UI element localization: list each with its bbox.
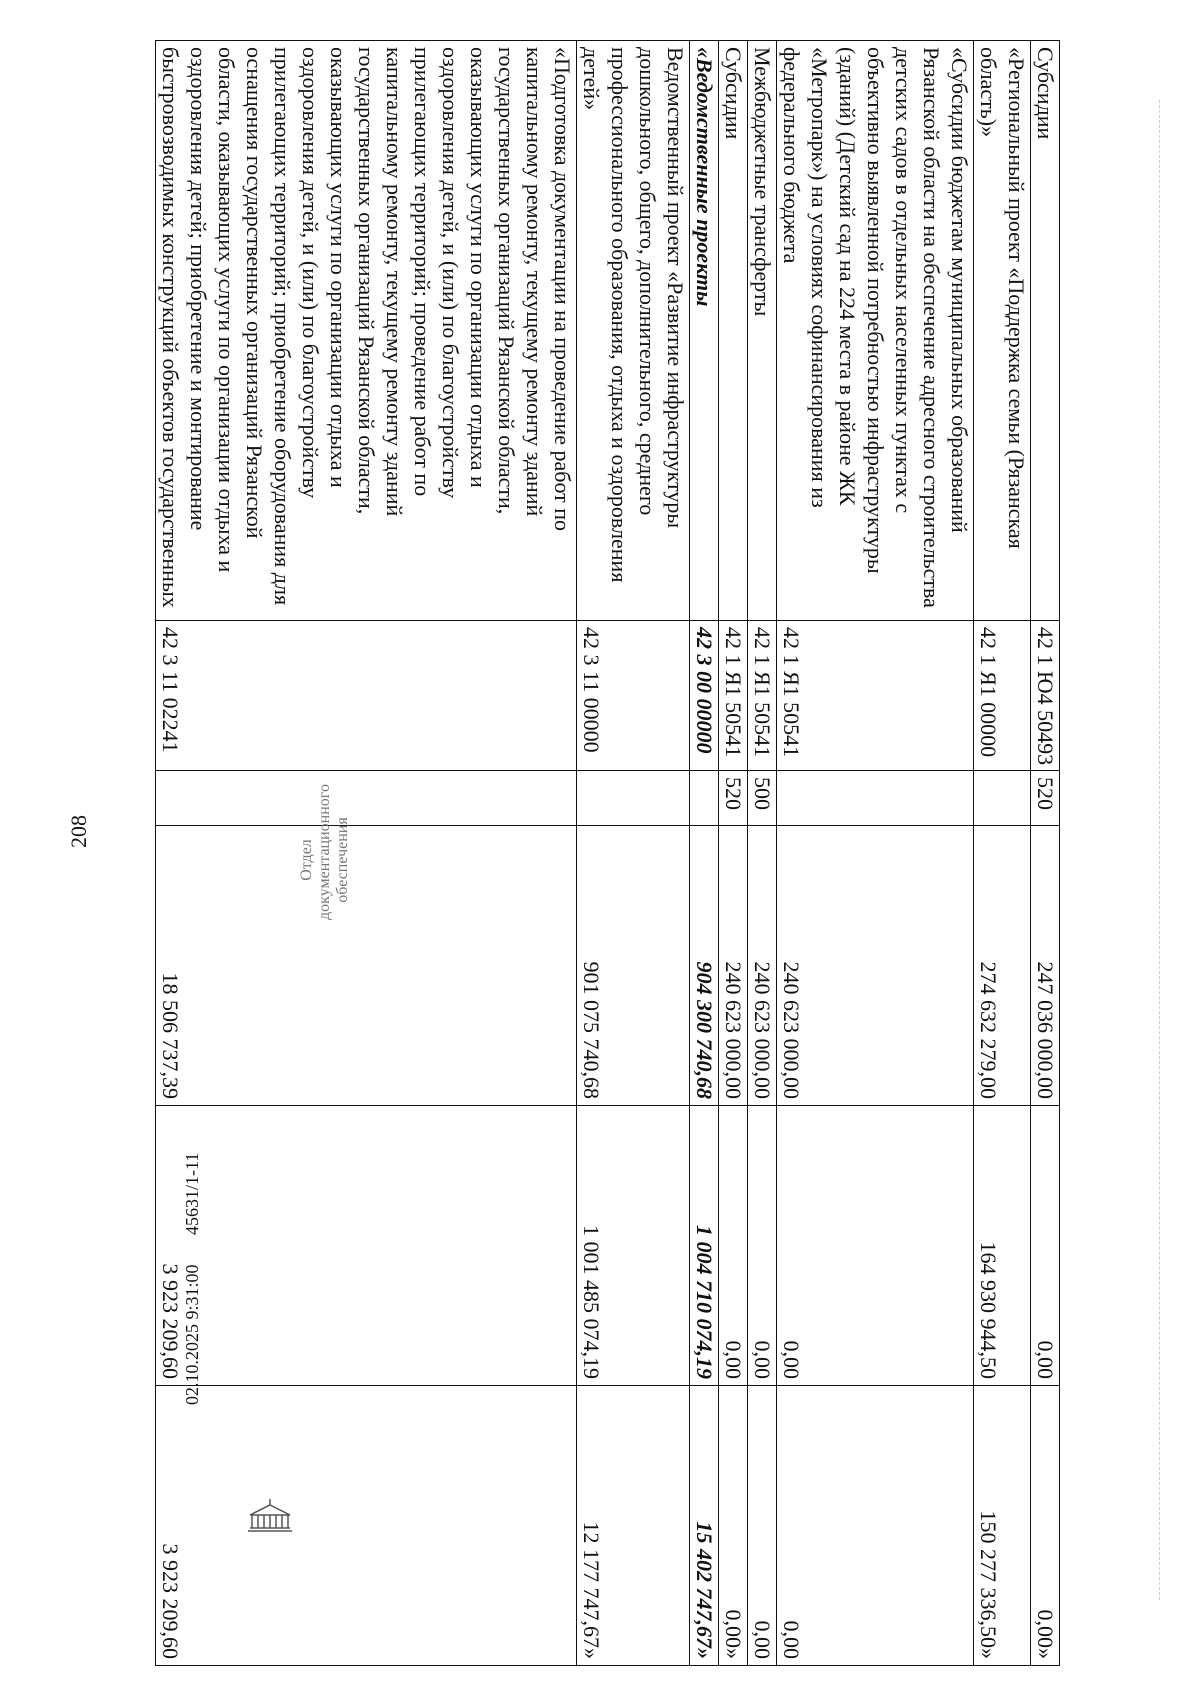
table-cell-vr: 500: [748, 771, 777, 826]
footer-date: 02.10.2025 9:31:00: [182, 1264, 202, 1405]
table-cell-name: Субсидии: [719, 41, 748, 621]
table-cell-vr: 520: [719, 771, 748, 826]
table-cell-s1: 274 632 279,00: [974, 826, 1031, 1106]
table-cell-s3: 0,00: [748, 1386, 777, 1666]
table-cell-name: Ведомственный проект «Развитие инфраструктуры дошкольного, общего, дополнительного, среднего профессионального образования, отдыха и оздоровления детей»: [577, 41, 690, 621]
table-cell-s1: 901 075 740,68: [577, 826, 690, 1106]
table-cell-code: 42 1 Я1 50541: [777, 621, 974, 771]
table-cell-s2: 1 001 485 074,19: [577, 1106, 690, 1386]
table-cell-s2: 3 923 209,60: [156, 1106, 577, 1386]
table-cell-name: Субсидии: [1031, 41, 1060, 621]
table-cell-s1: 904 300 740,68: [690, 826, 719, 1106]
table-cell-s3: 12 177 747,67»: [577, 1386, 690, 1666]
table-cell-code: 42 3 11 00000: [577, 621, 690, 771]
duma-building-icon: [240, 1495, 300, 1535]
table-cell-vr: [577, 771, 690, 826]
budget-table: [155, 40, 1060, 1666]
table-cell-code: 42 3 11 02241: [156, 621, 577, 771]
table-cell-vr: [974, 771, 1031, 826]
table-cell-name: «Субсидии бюджетам муниципальных образований Рязанской области на обеспечение адресного строительства детских садов в отдельных населенных пунктах с объективно выявленной потребностью инфраструктуры (зданий) (Детский сад на 224 места в районе ЖК «Метропарк») на условиях софинансирования из федерального бюджета: [777, 41, 974, 621]
scan-edge-line: [1158, 100, 1160, 1600]
table-cell-s1: 240 623 000,00: [719, 826, 748, 1106]
table-cell-name: «Ведомственные проекты: [690, 41, 719, 621]
table-cell-s3: 15 402 747,67»: [690, 1386, 719, 1666]
table-row: [748, 41, 777, 1666]
table-cell-s2: 0,00: [719, 1106, 748, 1386]
table-cell-s3: 0,00»: [1031, 1386, 1060, 1666]
table-cell-name: «Региональный проект «Поддержка семьи (Рязанская область)»: [974, 41, 1031, 621]
budget-table-container: [150, 40, 1060, 1660]
page-number: 208: [66, 815, 91, 848]
table-cell-name: «Подготовка документации на проведение работ по капитальному ремонту, текущему ремонту зданий государственных организаций Рязанской области, оказывающих услуги по организации отдыха и оздоровления детей, и (или) по благоустройству прилегающих территорий; проведение работ по капитальному ремонту, текущему ремонту зданий государственных организаций Рязанской области, оказывающих услуги по организации отдыха и оздоровления детей, и (или) по благоустройству прилегающих территорий; приобретение оборудования для оснащения государственных организаций Рязанской области, оказывающих услуги по организации отдыха и оздоровления детей; приобретение и монтирование быстровозводимых конструкций объектов государственных: [156, 41, 577, 621]
table-row: [974, 41, 1031, 1666]
table-cell-code: 42 1 Я1 00000: [974, 621, 1031, 771]
table-row: [156, 41, 577, 1666]
table-cell-s1: 240 623 000,00: [777, 826, 974, 1106]
budget-table-body: [156, 41, 1060, 1666]
table-cell-code: 42 1 Ю4 50493: [1031, 621, 1060, 771]
table-cell-vr: [777, 771, 974, 826]
table-row: [577, 41, 690, 1666]
table-cell-s2: 0,00: [748, 1106, 777, 1386]
table-cell-s3: 3 923 209,60: [156, 1386, 577, 1666]
footer-document-code: 45631/1-11: [182, 1152, 202, 1235]
table-row: [1031, 41, 1060, 1666]
table-cell-s3: 150 277 336,50»: [974, 1386, 1031, 1666]
table-row: [777, 41, 974, 1666]
department-stamp: Отдел документационного обеспечения: [298, 784, 351, 920]
table-cell-code: 42 1 Я1 50541: [748, 621, 777, 771]
table-cell-s1: 240 623 000,00: [748, 826, 777, 1106]
table-cell-vr: [156, 771, 577, 826]
table-cell-s1: 18 506 737,39: [156, 826, 577, 1106]
table-cell-s3: 0,00: [777, 1386, 974, 1666]
table-row: [690, 41, 719, 1666]
table-cell-code: 42 1 Я1 50541: [719, 621, 748, 771]
table-cell-vr: 520: [1031, 771, 1060, 826]
table-cell-s3: 0,00»: [719, 1386, 748, 1666]
table-cell-s2: 164 930 944,50: [974, 1106, 1031, 1386]
table-cell-code: 42 3 00 00000: [690, 621, 719, 771]
table-cell-s2: 0,00: [1031, 1106, 1060, 1386]
table-cell-vr: [690, 771, 719, 826]
table-row: [719, 41, 748, 1666]
table-cell-name: Межбюджетные трансферты: [748, 41, 777, 621]
table-cell-s2: 1 004 710 074,19: [690, 1106, 719, 1386]
table-cell-s2: 0,00: [777, 1106, 974, 1386]
table-cell-s1: 247 036 000,00: [1031, 826, 1060, 1106]
